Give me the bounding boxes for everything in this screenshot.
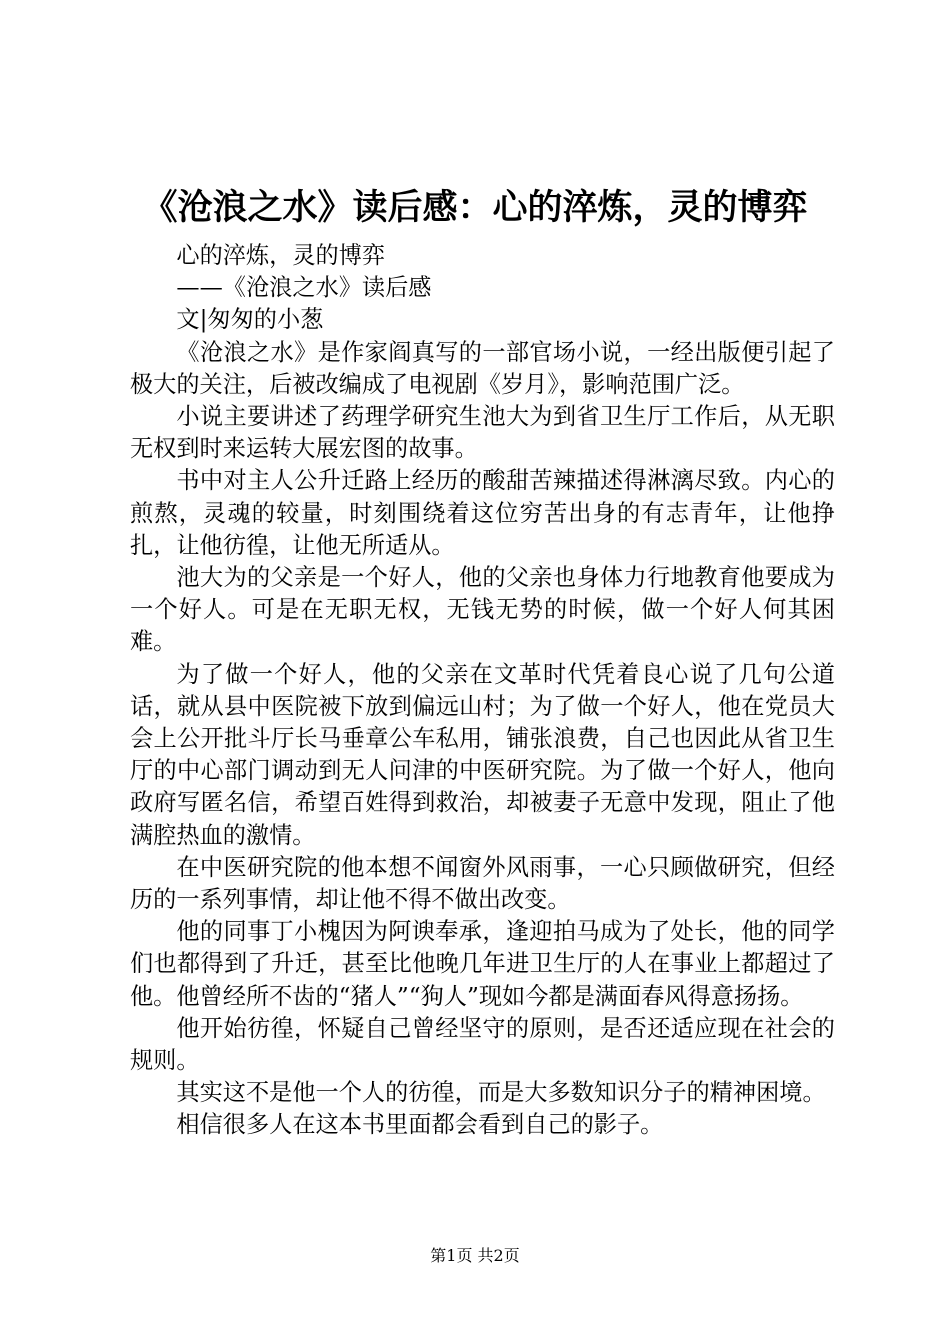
body-paragraph: 他开始彷徨，怀疑自己曾经坚守的原则，是否还适应现在社会的规则。: [130, 1014, 835, 1075]
body-paragraph: 池大为的父亲是一个好人，他的父亲也身体力行地教育他要成为一个好人。可是在无职无权，无钱无势的时候，做一个好人何其困难。: [130, 564, 835, 656]
document-title: 《沧浪之水》读后感：心的淬炼，灵的博弈: [142, 187, 808, 228]
body-paragraph: 其实这不是他一个人的彷徨，而是大多数知识分子的精神困境。: [176, 1079, 826, 1107]
body-paragraph: 相信很多人在这本书里面都会看到自己的影子。: [176, 1111, 664, 1139]
body-paragraph: 在中医研究院的他本想不闻窗外风雨事，一心只顾做研究，但经历的一系列事情，却让他不得不做出改变。: [130, 853, 835, 914]
body-paragraph: 为了做一个好人，他的父亲在文革时代凭着良心说了几句公道话，就从县中医院被下放到偏远山村；为了做一个好人，他在党员大会上公开批斗厅长马垂章公车私用，铺张浪费，自己也因此从省卫生厅的中心部门调动到无人问津的中医研究院。为了做一个好人，他向政府写匿名信，希望百姓得到救治，却被妻子无意中发现，阻止了他满腔热血的激情。: [130, 660, 835, 849]
body-paragraph: 他的同事丁小槐因为阿谀奉承，逢迎拍马成为了处长，他的同学们也都得到了升迁，甚至比他晚几年进卫生厅的人在事业上都超过了他。他曾经所不齿的“猪人”“狗人”现如今都是满面春风得意扬扬。: [130, 918, 835, 1010]
body-paragraph: 小说主要讲述了药理学研究生池大为到省卫生厅工作后，从无职无权到时来运转大展宏图的故事。: [130, 403, 835, 463]
body-paragraph: 书中对主人公升迁路上经历的酸甜苦辣描述得淋漓尽致。内心的煎熬，灵魂的较量，时刻围绕着这位穷苦出身的有志青年，让他挣扎，让他彷徨，让他无所适从。: [130, 467, 835, 559]
body-paragraph: 《沧浪之水》是作家阎真写的一部官场小说，一经出版便引起了极大的关注，后被改编成了电视剧《岁月》，影响范围广泛。: [130, 338, 835, 398]
page-number-footer: 第1页 共2页: [430, 1246, 520, 1265]
subtitle-line: ——《沧浪之水》读后感: [176, 274, 432, 302]
subtitle-line: 心的淬炼，灵的博弈: [176, 242, 386, 269]
document-body: [130, 240, 835, 1142]
author-line: 文|匆匆的小葱: [176, 306, 324, 334]
